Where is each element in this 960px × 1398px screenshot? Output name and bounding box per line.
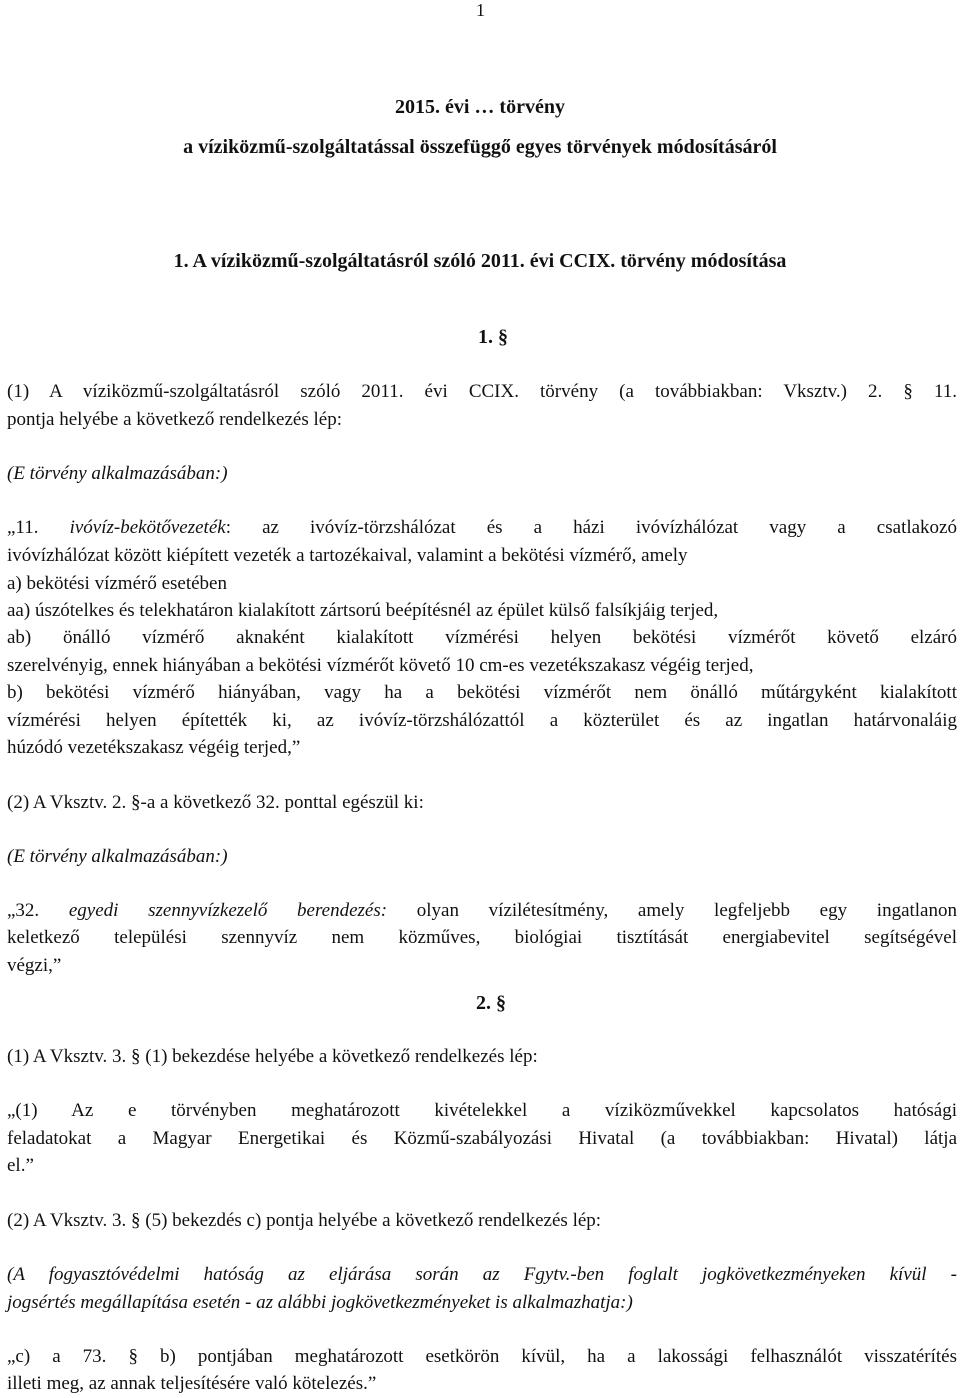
section-1-heading: 1. § xyxy=(478,326,508,348)
definition-32-line-2: keletkező települési szennyvíz nem közműves, biológiai tisztítását energiabevitel segítségével xyxy=(7,927,957,948)
definition-11-point-b-line-1: b) bekötési vízmérő hiányában, vagy ha a bekötési vízmérőt nem önálló műtárgyként kialakított xyxy=(7,682,957,703)
section-2-paragraph-2: (2) A Vksztv. 3. § (5) bekezdés c) pontja helyébe a következő rendelkezés lép: xyxy=(7,1210,602,1231)
section-1-paragraph-1-cont: pontja helyébe a következő rendelkezés lép: xyxy=(7,409,342,430)
definition-11-point-aa: aa) úszótelkes és telekhatáron kialakított zártsorú beépítésnél az épület külső falsíkjáig terjed, xyxy=(7,600,719,621)
section-2-heading: 2. § xyxy=(476,992,506,1014)
law-title: 2015. évi … törvény xyxy=(395,96,565,118)
definition-32-line-1 xyxy=(7,897,957,925)
definition-11-point-a: a) bekötési vízmérő esetében xyxy=(7,573,227,594)
definition-11-prefix: „11. xyxy=(7,517,70,538)
definition-32-line-3: végzi,” xyxy=(7,955,62,976)
definition-11-text: : az ivóvíz-törzshálózat és a házi ivóvízhálózat vagy a csatlakozó xyxy=(225,517,957,538)
definition-11-line-2: ivóvízhálózat között kiépített vezeték a tartozékaival, valamint a bekötési vízmérő, amely xyxy=(7,545,688,566)
definition-11-line-1 xyxy=(7,514,957,542)
quote-2-line-1: „c) a 73. § b) pontjában meghatározott esetkörön kívül, ha a lakossági felhasználót visszatérítés xyxy=(7,1346,957,1367)
law-subtitle: a víziközmű-szolgáltatással összefüggő egyes törvények módosításáról xyxy=(183,136,777,158)
section-1-paragraph-2: (2) A Vksztv. 2. §-a a következő 32. ponttal egészül ki: xyxy=(7,792,424,813)
definition-32-text: olyan vízilétesítmény, amely legfeljebb egy ingatlanon xyxy=(387,900,957,921)
context-line-2: (E törvény alkalmazásában:) xyxy=(7,846,228,867)
definition-11-point-b-line-2: vízmérési helyen építették ki, az ivóvíz-törzshálózattól a közterület és az ingatlan határvonaláig xyxy=(7,710,957,731)
definition-11-point-b-line-3: húzódó vezetékszakasz végéig terjed,” xyxy=(7,737,301,758)
chapter-heading: 1. A víziközmű-szolgáltatásról szóló 2011. évi CCIX. törvény módosítása xyxy=(173,250,787,272)
definition-11-term: ivóvíz-bekötővezeték xyxy=(69,517,226,538)
definition-32-term: egyedi szennyvízkezelő berendezés: xyxy=(68,900,388,921)
section-2-paragraph-1: (1) A Vksztv. 3. § (1) bekezdése helyébe a következő rendelkezés lép: xyxy=(7,1046,538,1067)
quote-1-line-2: feladatokat a Magyar Energetikai és Közmű-szabályozási Hivatal (a továbbiakban: Hivatal) látja xyxy=(7,1128,957,1149)
section-1-paragraph-1: (1) A víziközmű-szolgáltatásról szóló 2011. évi CCIX. törvény (a továbbiakban: Vksztv.) 2. § 11. xyxy=(7,381,957,402)
definition-11-point-ab-line-2: szerelvényig, ennek hiányában a bekötési vízmérőt követő 10 cm-es vezetékszakasz végéig terjed, xyxy=(7,655,754,676)
context-line-4: jogsértés megállapítása esetén - az alábbi jogkövetkezményeket is alkalmazhatja:) xyxy=(7,1292,633,1313)
context-line-3: (A fogyasztóvédelmi hatóság az eljárása során az Fgytv.-ben foglalt jogkövetkezményeken kívül - xyxy=(7,1264,957,1285)
page-number: 1 xyxy=(476,0,485,20)
quote-1-line-1: „(1) Az e törvényben meghatározott kivételekkel a víziközművekkel kapcsolatos hatósági xyxy=(7,1100,957,1121)
definition-32-prefix: „32. xyxy=(7,900,69,921)
context-line-1: (E törvény alkalmazásában:) xyxy=(7,463,228,484)
definition-11-point-ab-line-1: ab) önálló vízmérő aknaként kialakított vízmérési helyen bekötési vízmérőt követő elzáró xyxy=(7,627,957,648)
quote-2-line-2: illeti meg, az annak teljesítésére való kötelezés.” xyxy=(7,1373,377,1394)
quote-1-line-3: el.” xyxy=(7,1155,34,1176)
